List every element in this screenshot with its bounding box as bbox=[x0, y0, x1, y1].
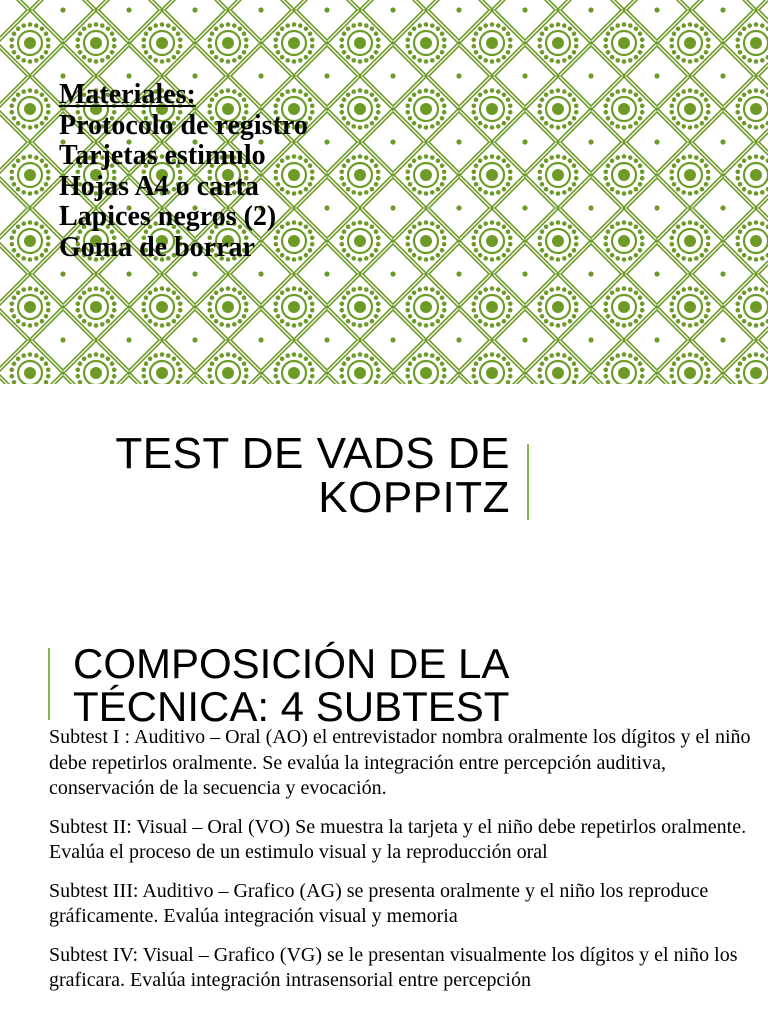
materials-item: Lapices negros (2) bbox=[59, 201, 277, 232]
materials-list bbox=[59, 80, 308, 263]
materials-item: Protocolo de registro bbox=[59, 109, 308, 141]
composition-heading-line-2: TÉCNICA: 4 SUBTEST bbox=[73, 683, 510, 730]
heading-accent-divider bbox=[48, 648, 50, 720]
slide-title-line-2: KOPPITZ bbox=[318, 473, 510, 522]
slide-title bbox=[115, 429, 510, 522]
composition-heading bbox=[73, 642, 509, 728]
subtest-paragraph: Subtest III: Auditivo – Grafico (AG) se presenta oralmente y el niño los reproduce gráficamente. Evalúa integración visual y memoria bbox=[49, 879, 709, 927]
subtest-paragraph: Subtest I : Auditivo – Oral (AO) el entrevistador nombra oralmente los dígitos y el niño debe repetirlos oralmente. Se evalúa la integración entre percepción auditiva, conservación de la secuencia y evocación. bbox=[49, 726, 751, 799]
materials-heading: Materiales: bbox=[59, 79, 196, 110]
materials-item: Goma de borrar bbox=[59, 231, 255, 263]
subtest-paragraph: Subtest IV: Visual – Grafico (VG) se le presentan visualmente los dígitos y el niño los graficara. Evalúa integración intrasensorial entre percepción bbox=[49, 943, 738, 991]
slide-title-line-1: TEST DE VADS DE bbox=[115, 429, 510, 478]
materials-item: Hojas A4 o carta bbox=[59, 170, 259, 202]
title-accent-divider bbox=[527, 444, 529, 520]
materials-item: Tarjetas estimulo bbox=[59, 140, 266, 171]
subtests-description bbox=[49, 725, 767, 1007]
composition-heading-line-1: COMPOSICIÓN DE LA bbox=[73, 640, 510, 687]
subtest-paragraph: Subtest II: Visual – Oral (VO) Se muestra la tarjeta y el niño debe repetirlos oralmente. Evalúa el proceso de un estimulo visual y la reproducción oral bbox=[49, 815, 747, 863]
